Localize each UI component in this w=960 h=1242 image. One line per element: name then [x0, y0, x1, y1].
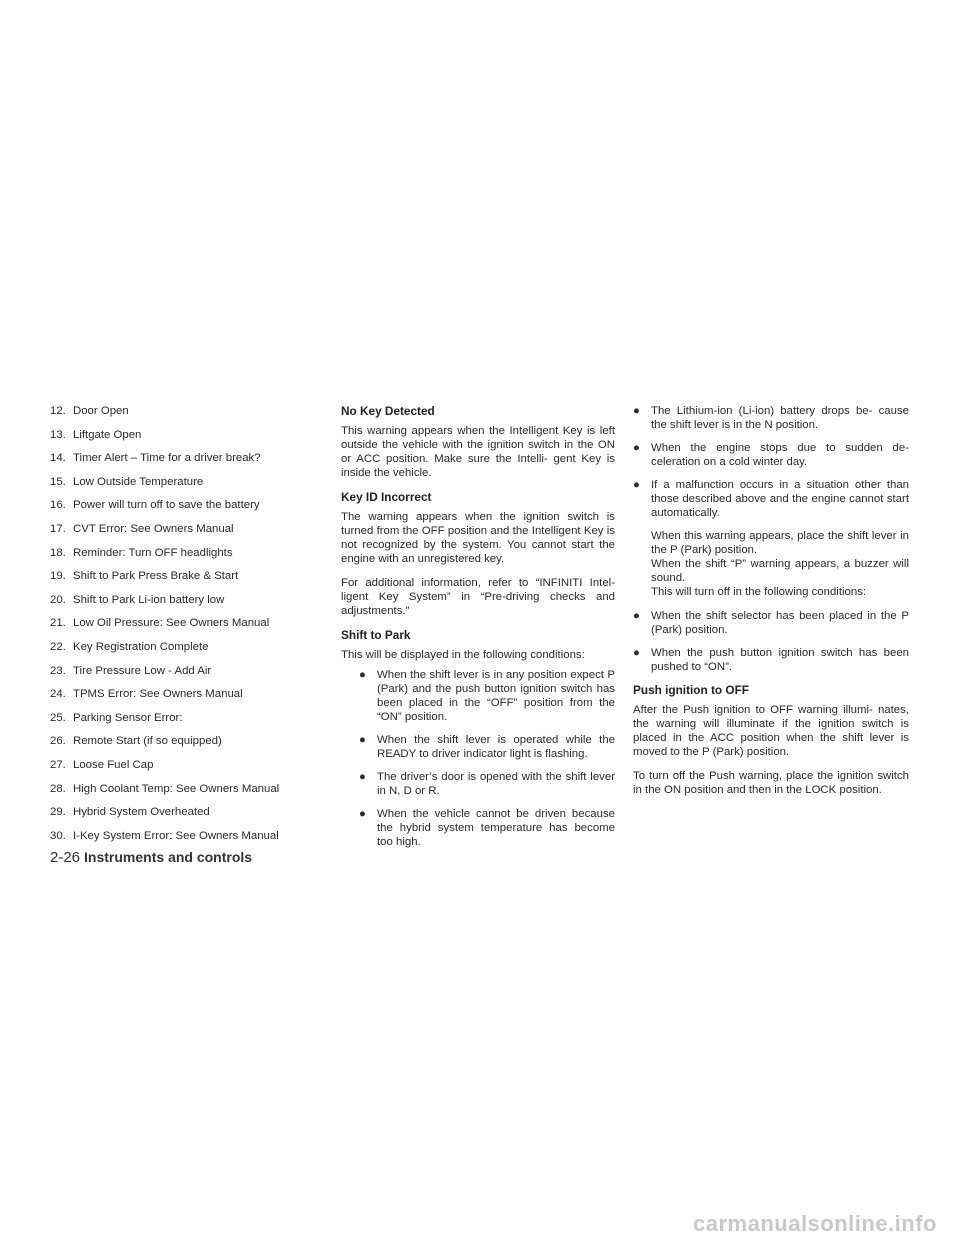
bullet-text: When the vehicle cannot be driven because the hybrid system temperature has become too high.: [377, 808, 615, 848]
item-number: 23.: [50, 664, 66, 677]
bullet-icon: ●: [359, 669, 366, 681]
list-item: [50, 475, 312, 489]
bullet-item: [341, 807, 615, 849]
list-item: [50, 640, 312, 654]
item-text: Low Oil Pressure: See Owners Manual: [73, 617, 270, 630]
key-id-incorrect-heading: Key ID Incorrect: [341, 490, 432, 504]
list-item: [50, 616, 312, 630]
list-item: [50, 569, 312, 583]
bullet-item: [341, 733, 615, 761]
bullet-icon: ●: [359, 771, 366, 783]
item-number: 16.: [50, 499, 66, 512]
item-number: 26.: [50, 735, 66, 748]
column-key-warnings: [341, 404, 615, 858]
item-text: Hybrid System Overheated: [73, 806, 210, 819]
item-text: Door Open: [73, 405, 129, 417]
shift-to-park-intro: This will be displayed in the following conditions:: [341, 649, 585, 661]
page-number: 2-26: [50, 849, 81, 866]
key-id-reference-text: For additional information, refer to “INFINITI Intel- ligent Key System” in “Pre-driving checks and adjustments.”: [341, 577, 615, 617]
bullet-item: [633, 404, 909, 432]
list-item: [50, 522, 312, 536]
item-number: 24.: [50, 688, 66, 701]
bullet-text: The driver’s door is opened with the shift lever in N, D or R.: [377, 771, 615, 797]
page-footer: [50, 849, 252, 867]
item-text: Key Registration Complete: [73, 640, 209, 653]
note-line: When this warning appears, place the shift lever in the P (Park) position.: [651, 530, 909, 556]
list-item: [50, 805, 312, 819]
bullet-text: The Lithium-ion (Li-ion) battery drops be- cause the shift lever is in the N position.: [651, 405, 909, 431]
list-item: [50, 451, 312, 465]
bullet-icon: ●: [633, 405, 640, 417]
list-item: [50, 711, 312, 725]
item-text: Tire Pressure Low - Add Air: [73, 664, 212, 677]
column-park-warnings: [633, 404, 909, 807]
item-text: Parking Sensor Error:: [73, 711, 183, 724]
bullet-item: [341, 770, 615, 798]
bullet-item: [341, 668, 615, 724]
bullet-icon: ●: [633, 610, 640, 622]
item-number: 22.: [50, 640, 66, 653]
no-key-detected-heading: No Key Detected: [341, 404, 435, 418]
shift-to-park-heading: Shift to Park: [341, 628, 411, 642]
column-warning-list: [50, 404, 312, 852]
item-text: Timer Alert – Time for a driver break?: [73, 452, 261, 465]
item-number: 20.: [50, 593, 66, 606]
list-item: [50, 593, 312, 607]
item-text: Low Outside Temperature: [73, 475, 204, 488]
push-ignition-text: After the Push ignition to OFF warning illumi- nates, the warning will illuminate if the ignition switch is placed in the ACC position when the shift lever is moved to the P (Park) position.: [633, 704, 909, 758]
bullet-text: If a malfunction occurs in a situation other than those described above and the engine cannot start automatically.: [651, 479, 909, 519]
note-line: This will turn off in the following conditions:: [651, 586, 867, 598]
list-item: [50, 687, 312, 701]
item-text: TPMS Error: See Owners Manual: [73, 688, 243, 701]
bullet-icon: ●: [633, 479, 640, 491]
list-item: [50, 782, 312, 796]
item-number: 14.: [50, 452, 66, 465]
warning-message-list: [50, 404, 312, 843]
bullet-icon: ●: [633, 442, 640, 454]
list-item: [50, 498, 312, 512]
push-ignition-heading: Push ignition to OFF: [633, 683, 749, 697]
item-text: CVT Error: See Owners Manual: [73, 522, 234, 535]
item-number: 12.: [50, 405, 66, 417]
section-title: Instruments and controls: [84, 849, 253, 865]
bullet-text: When the engine stops due to sudden de- celeration on a cold winter day.: [651, 442, 909, 468]
bullet-item: [633, 478, 909, 520]
bullet-icon: ●: [359, 734, 366, 746]
note-line: When the shift “P” warning appears, a buzzer will sound.: [651, 558, 909, 584]
item-number: 30.: [50, 829, 66, 842]
item-number: 19.: [50, 570, 66, 583]
item-text: Remote Start (if so equipped): [73, 735, 222, 748]
bullet-text: When the shift lever is in any position expect P (Park) and the push button ignition switch has been placed in the “OFF” position from the “ON” position.: [377, 669, 615, 723]
bullet-icon: ●: [359, 808, 366, 820]
bullet-item: [633, 609, 909, 637]
item-text: I-Key System Error: See Owners Manual: [73, 829, 279, 842]
item-number: 27.: [50, 758, 66, 771]
list-item: [50, 546, 312, 560]
bullet-text: When the push button ignition switch has been pushed to “ON”.: [651, 647, 909, 673]
list-item: [50, 404, 312, 418]
item-number: 17.: [50, 522, 66, 535]
list-item: [50, 664, 312, 678]
item-text: Loose Fuel Cap: [73, 758, 154, 771]
item-number: 13.: [50, 428, 66, 441]
item-text: Shift to Park Press Brake & Start: [73, 570, 239, 583]
list-item: [50, 428, 312, 442]
item-text: Power will turn off to save the battery: [73, 499, 260, 512]
item-text: Reminder: Turn OFF headlights: [73, 546, 233, 559]
item-number: 29.: [50, 806, 66, 819]
bullet-item: [633, 646, 909, 674]
key-id-incorrect-text: The warning appears when the ignition switch is turned from the OFF position and the Intelligent Key is not recognized by the system. You cannot start the engine with an unregistered key.: [341, 511, 615, 565]
bullet-item: [633, 441, 909, 469]
watermark: carmanualsonline.info: [693, 1211, 937, 1236]
item-number: 25.: [50, 711, 66, 724]
item-text: Shift to Park Li-ion battery low: [73, 593, 225, 606]
item-number: 18.: [50, 546, 66, 559]
item-number: 21.: [50, 617, 66, 630]
item-number: 28.: [50, 782, 66, 795]
item-text: High Coolant Temp: See Owners Manual: [73, 782, 280, 795]
item-text: Liftgate Open: [73, 428, 142, 441]
list-item: [50, 829, 312, 843]
no-key-detected-text: This warning appears when the Intelligent Key is left outside the vehicle with the ignition switch in the ON or ACC position. Make sure the Intelli- gent Key is inside the vehicle.: [341, 425, 615, 479]
shift-p-warning-note: [633, 529, 909, 599]
item-number: 15.: [50, 475, 66, 488]
bullet-icon: ●: [633, 647, 640, 659]
bullet-text: When the shift selector has been placed in the P (Park) position.: [651, 610, 909, 636]
list-item: [50, 758, 312, 772]
push-ignition-off-text: To turn off the Push warning, place the ignition switch in the ON position and then in the LOCK position.: [633, 770, 909, 796]
list-item: [50, 734, 312, 748]
bullet-text: When the shift lever is operated while the READY to driver indicator light is flashing.: [377, 734, 615, 760]
